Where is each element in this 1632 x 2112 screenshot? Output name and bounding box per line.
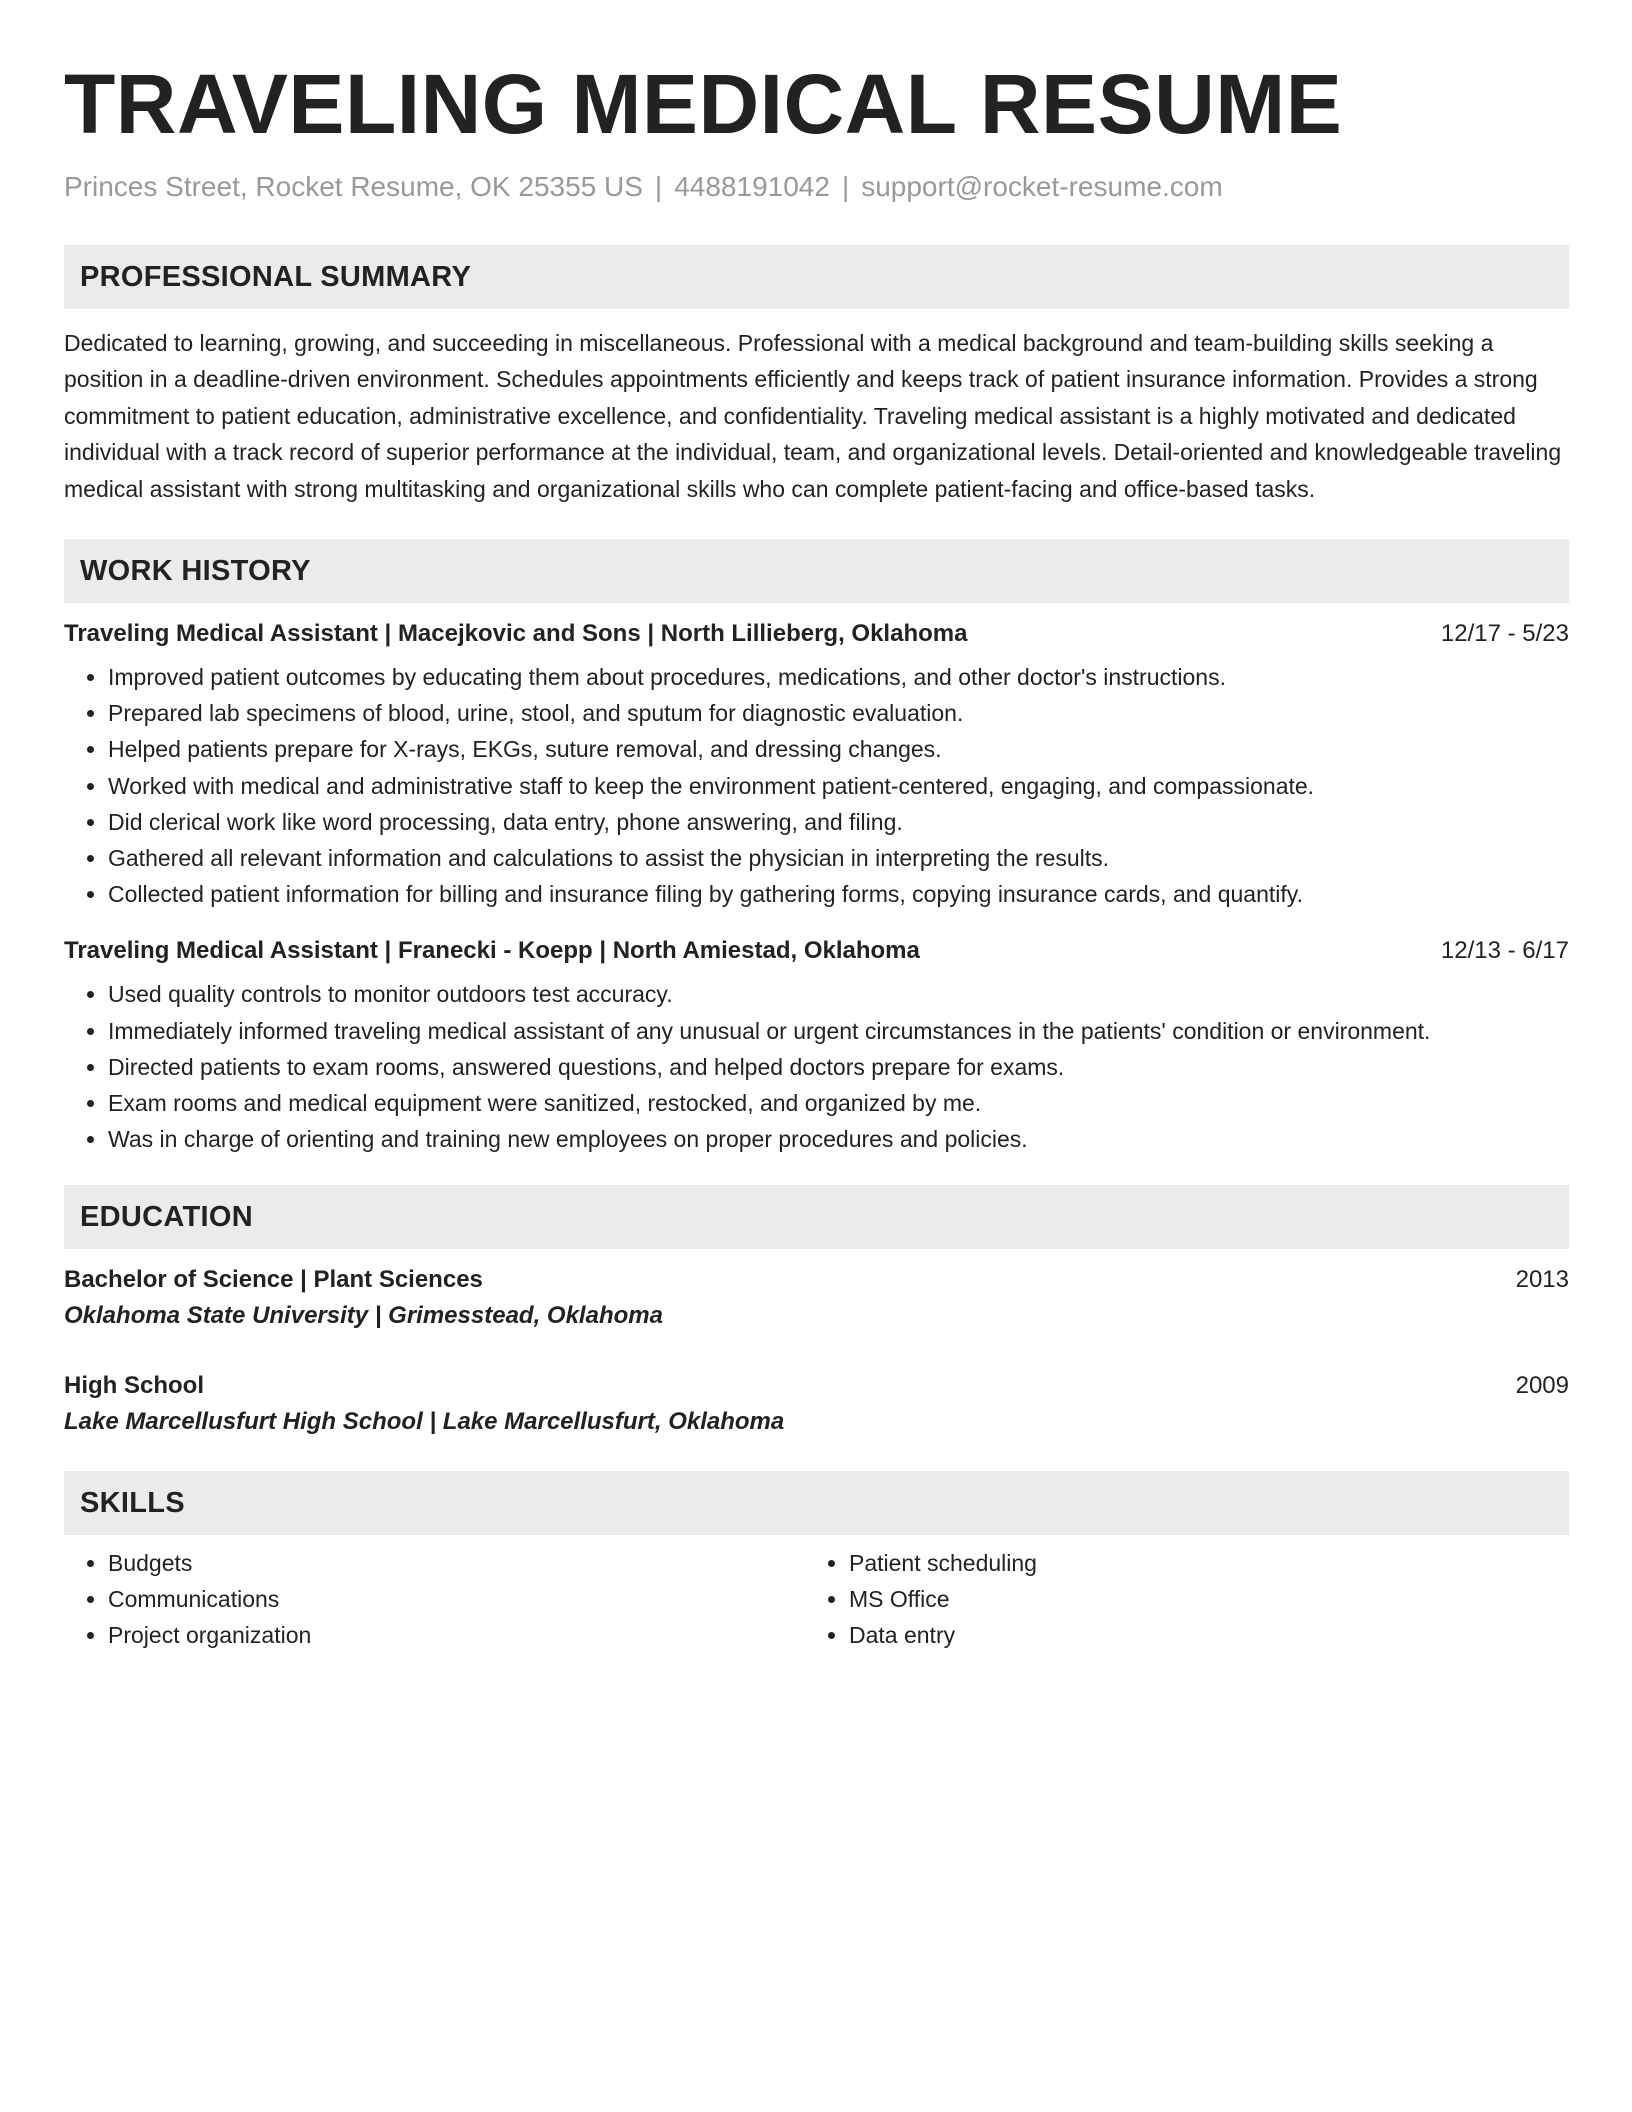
contact-separator: | [841,171,850,202]
job-bullet: • Was in charge of orienting and training new employees on proper procedures and policies. [108,1121,1569,1157]
skill-item: • Patient scheduling [849,1545,1569,1581]
education-entry [64,1263,1569,1335]
job-bullet: • Gathered all relevant information and calculations to assist the physician in interpreting the results. [108,840,1569,876]
job-bullet: • Did clerical work like word processing, data entry, phone answering, and filing. [108,804,1569,840]
contact-email: support@rocket-resume.com [861,171,1223,202]
skill-item: • Data entry [849,1617,1569,1653]
job-header [64,617,1569,651]
job-entry [64,617,1569,912]
education-entry [64,1369,1569,1441]
education-degree: Bachelor of Science | Plant Sciences [64,1266,483,1294]
job-bullet: • Improved patient outcomes by educating them about procedures, medications, and other doctor's instructions. [108,659,1569,695]
job-bullets [64,659,1569,912]
skills-list [64,1545,1569,1653]
job-dates: 12/17 - 5/23 [1440,620,1569,648]
job-bullet: • Collected patient information for billing and insurance filing by gathering forms, copying insurance cards, and quantify. [108,876,1569,912]
resume-title: TRAVELING MEDICAL RESUME [64,57,1343,151]
skills-column-left [64,1545,805,1653]
job-dates: 12/13 - 6/17 [1440,937,1569,965]
job-bullet: • Prepared lab specimens of blood, urine, stool, and sputum for diagnostic evaluation. [108,695,1569,731]
education-year: 2013 [1515,1266,1569,1294]
contact-phone: 4488191042 [674,171,830,202]
section-heading-education: EDUCATION [64,1185,1569,1249]
skills-column-right [805,1545,1569,1653]
skill-item: • Project organization [108,1617,805,1653]
job-header [64,934,1569,968]
skill-item: • Communications [108,1581,805,1617]
job-title: Traveling Medical Assistant | Franecki - Koepp | North Amiestad, Oklahoma [64,937,920,965]
skill-item: • Budgets [108,1545,805,1581]
education-year: 2009 [1515,1372,1569,1400]
section-heading-skills: SKILLS [64,1471,1569,1535]
contact-line [64,170,1569,204]
education-header [64,1369,1569,1403]
job-title: Traveling Medical Assistant | Macejkovic and Sons | North Lillieberg, Oklahoma [64,620,968,648]
section-heading-work-history: WORK HISTORY [64,539,1569,603]
job-bullets [64,976,1569,1157]
contact-separator: | [654,171,663,202]
education-header [64,1263,1569,1297]
job-bullet: • Immediately informed traveling medical assistant of any unusual or urgent circumstances in the patients' condition or environment. [108,1013,1569,1049]
education-school: Oklahoma State University | Grimesstead, Oklahoma [64,1302,663,1330]
education-school: Lake Marcellusfurt High School | Lake Marcellusfurt, Oklahoma [64,1408,785,1436]
job-entry [64,934,1569,1157]
skill-item: • MS Office [849,1581,1569,1617]
contact-address: Princes Street, Rocket Resume, OK 25355 US [64,171,643,202]
job-bullet: • Worked with medical and administrative staff to keep the environment patient-centered, engaging, and compassionate. [108,768,1569,804]
job-bullet: • Directed patients to exam rooms, answered questions, and helped doctors prepare for exams. [108,1049,1569,1085]
job-bullet: • Helped patients prepare for X-rays, EKGs, suture removal, and dressing changes. [108,731,1569,767]
summary-text: Dedicated to learning, growing, and succeeding in miscellaneous. Professional with a medical background and team-building skills seeking a position in a deadline-driven environment. Schedules appointments efficiently and keeps track of patient insurance information. Provides a strong commitment to patient education, administrative excellence, and confidentiality. Traveling medical assistant is a highly motivated and dedicated individual with a track record of superior performance at the individual, team, and organizational levels. Detail-oriented and knowledgeable traveling medical assistant with strong multitasking and organizational skills who can complete patient-facing and office-based tasks. [64,330,1562,502]
job-bullet: • Used quality controls to monitor outdoors test accuracy. [108,976,1569,1012]
section-heading-summary: PROFESSIONAL SUMMARY [64,245,1569,309]
job-bullet: • Exam rooms and medical equipment were sanitized, restocked, and organized by me. [108,1085,1569,1121]
education-degree: High School [64,1372,204,1400]
